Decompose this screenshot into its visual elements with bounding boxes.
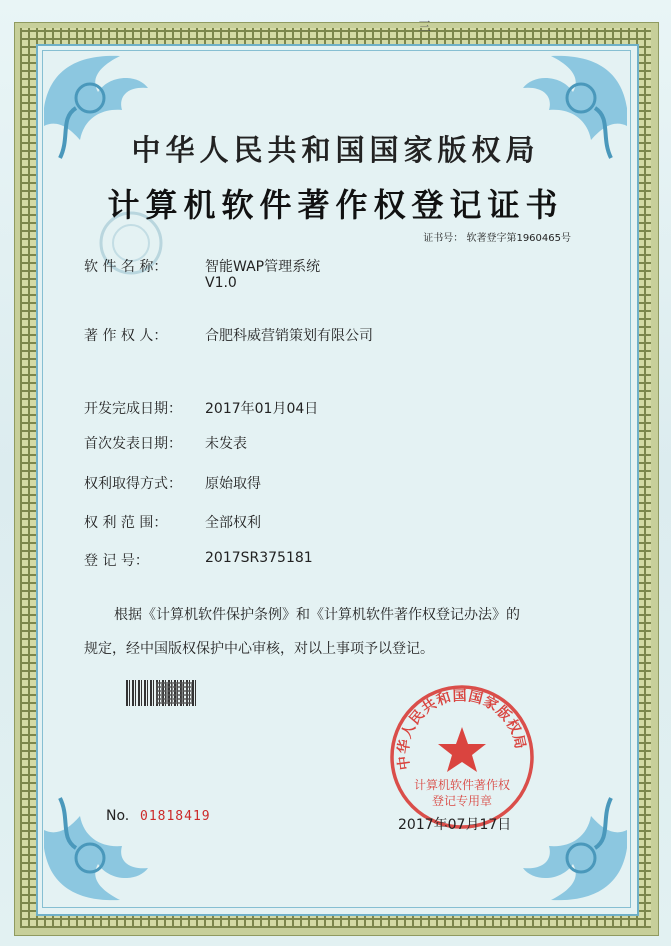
copyright-owner-value: 合肥科威营销策划有限公司 — [205, 328, 373, 344]
pencil-mark: 三 — [418, 20, 432, 35]
certificate-title: 计算机软件著作权登记证书 — [107, 186, 564, 224]
software-version-value: V1.0 — [205, 275, 237, 291]
seal-ring-text: 中华人民共和国国家版权局 — [395, 688, 529, 771]
seal-star-icon — [438, 727, 486, 772]
serial-label: No. — [106, 808, 130, 824]
copyright-owner-label: 著 作 权 人： — [84, 328, 168, 344]
body-line-2: 规定，经中国版权保护中心审核，对以上事项予以登记。 — [84, 641, 434, 657]
development-date-value: 2017年01月04日 — [205, 401, 319, 417]
seal-inner-line-2: 登记专用章 — [431, 794, 493, 808]
corner-ornament-bottom-left — [40, 778, 170, 908]
seal-inner-line-1: 计算机软件著作权 — [413, 778, 511, 792]
official-seal — [388, 683, 536, 831]
certificate-number: 证书号： 软著登字第1960465号 — [423, 233, 571, 244]
first-publication-label: 首次发表日期： — [84, 436, 182, 452]
software-name-value: 智能WAP管理系统 — [205, 259, 321, 275]
acquisition-method-label: 权利取得方式： — [84, 476, 182, 492]
rights-scope-label: 权 利 范 围： — [84, 515, 168, 531]
software-name-label: 软 件 名 称： — [84, 259, 168, 275]
body-paragraph — [84, 598, 604, 666]
serial-number: 01818419 — [140, 809, 211, 824]
acquisition-method-value: 原始取得 — [205, 476, 261, 492]
body-line-1: 根据《计算机软件保护条例》和《计算机软件著作权登记办法》的 — [114, 607, 520, 623]
issuer-title: 中华人民共和国国家版权局 — [131, 133, 540, 167]
registration-number-value: 2017SR375181 — [205, 550, 313, 566]
barcode — [126, 680, 196, 706]
first-publication-value: 未发表 — [205, 436, 247, 452]
rights-scope-value: 全部权利 — [205, 515, 261, 531]
registration-number-label: 登 记 号： — [84, 553, 149, 569]
development-date-label: 开发完成日期： — [84, 401, 182, 417]
issue-date: 2017年07月17日 — [398, 817, 512, 833]
